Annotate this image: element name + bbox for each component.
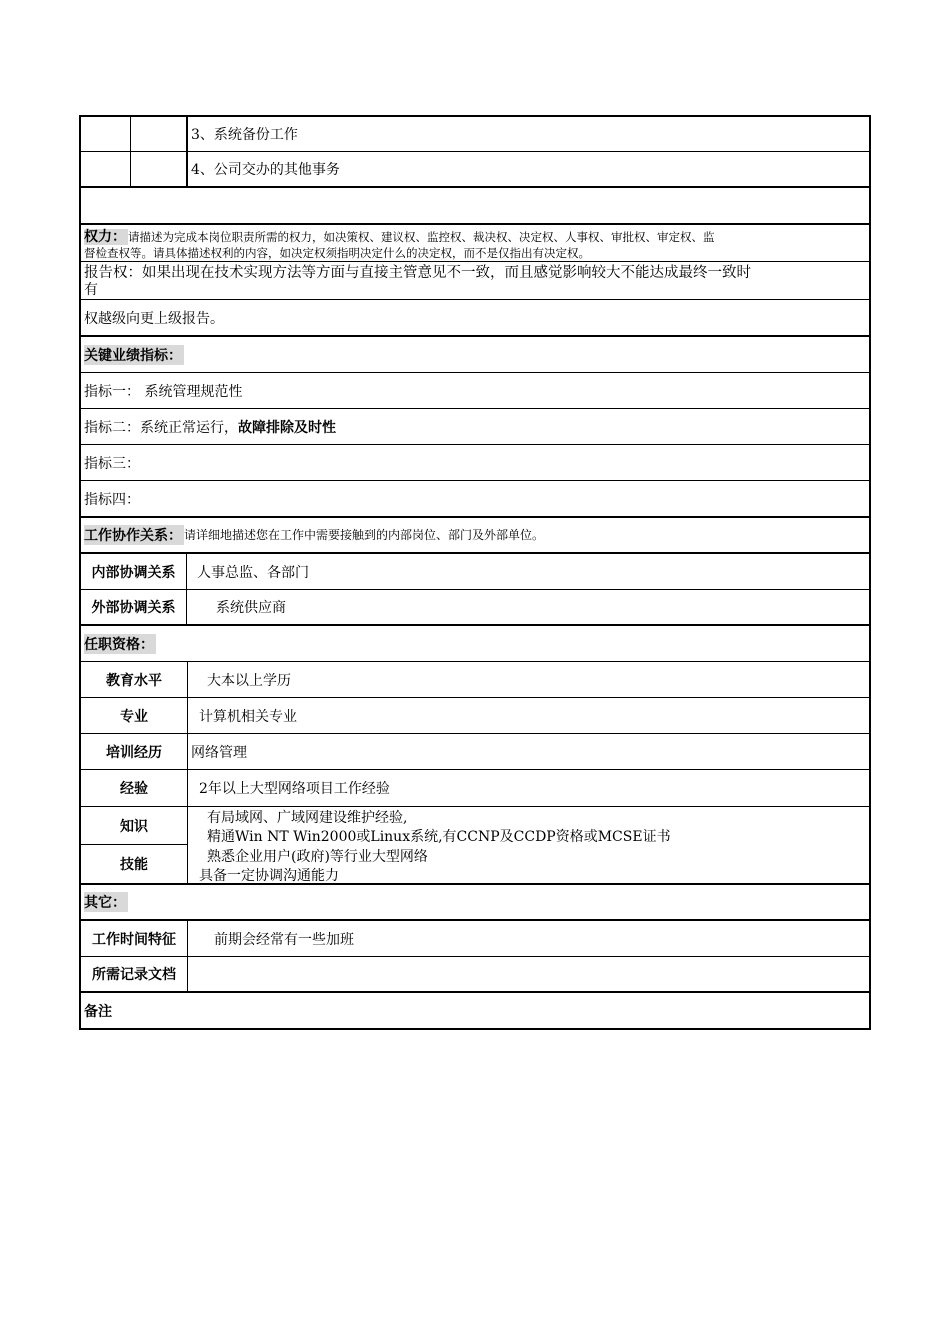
remarks-row — [79, 993, 871, 1030]
experience-label: 经验 — [120, 781, 148, 797]
external-coordination-row — [79, 590, 871, 626]
worktime-row — [79, 921, 871, 957]
major-value: 计算机相关专业 — [199, 708, 297, 725]
worktime-label: 工作时间特征 — [92, 931, 176, 948]
internal-coordination-value: 人事总监、各部门 — [197, 564, 309, 581]
training-row — [79, 734, 871, 770]
internal-coordination-row — [79, 554, 871, 590]
kpi-heading: 关键业绩指标： — [84, 345, 184, 365]
training-value: 网络管理 — [191, 744, 247, 761]
skill-line-2: 具备一定协调沟通能力 — [199, 868, 339, 884]
skill-label: 技能 — [120, 857, 148, 873]
kpi-1: 指标一： 系统管理规范性 — [84, 383, 243, 400]
duty-item-3: 3、系统备份工作 — [191, 127, 298, 143]
cooperation-section — [79, 518, 871, 554]
report-line-1: 报告权：如果出现在技术实现方法等方面与直接主管意见不一致，而且感觉影响较大不能达成最终一致时 — [84, 265, 751, 281]
kpi-row-4 — [79, 481, 871, 518]
power-instruction-2: 督检查权等。请具体描述权利的内容，如决定权须指明决定什么的决定权，而不是仅指出有决定权。 — [84, 246, 590, 260]
power-section — [79, 225, 871, 262]
cooperation-heading: 工作协作关系： — [84, 525, 184, 545]
internal-coordination-label: 内部协调关系 — [91, 564, 176, 581]
training-label: 培训经历 — [106, 744, 162, 761]
experience-row — [79, 770, 871, 807]
duty-row-4 — [79, 152, 871, 188]
remarks-label: 备注 — [84, 1003, 112, 1020]
knowledge-line-1: 有局域网、广域网建设维护经验, — [207, 810, 408, 826]
external-coordination-label: 外部协调关系 — [91, 600, 176, 616]
blank-row — [79, 188, 871, 225]
report-right-row — [79, 262, 871, 300]
docs-label: 所需记录文档 — [92, 967, 176, 983]
skill-line-1: 熟悉企业用户(政府)等行业大型网络 — [207, 849, 428, 865]
qualification-section — [79, 626, 871, 662]
kpi-2-prefix: 指标二：系统正常运行， — [84, 419, 238, 436]
kpi-row-2 — [79, 409, 871, 445]
other-heading: 其它： — [84, 892, 128, 912]
report-line-3: 权越级向更上级报告。 — [84, 310, 224, 327]
kpi-section — [79, 337, 871, 373]
kpi-2-bold: 故障排除及时性 — [238, 419, 336, 436]
duty-row-3 — [79, 115, 871, 152]
duty-item-4: 4、公司交办的其他事务 — [191, 162, 340, 178]
docs-row — [79, 957, 871, 993]
report-line-2: 有 — [84, 282, 98, 298]
external-coordination-value: 系统供应商 — [216, 600, 286, 616]
kpi-row-1 — [79, 373, 871, 409]
major-label: 专业 — [120, 708, 148, 725]
education-value: 大本以上学历 — [207, 672, 291, 689]
cooperation-instruction: 请详细地描述您在工作中需要接触到的内部岗位、部门及外部单位。 — [184, 527, 545, 542]
kpi-4: 指标四： — [84, 491, 140, 508]
education-label: 教育水平 — [106, 672, 162, 689]
major-row — [79, 698, 871, 734]
power-heading: 权力： — [84, 229, 126, 245]
knowledge-label: 知识 — [120, 818, 148, 835]
worktime-value: 前期会经常有一些加班 — [214, 931, 354, 948]
other-section — [79, 885, 871, 921]
qualification-heading: 任职资格： — [84, 634, 156, 654]
experience-value: 2年以上大型网络项目工作经验 — [199, 781, 390, 797]
job-description-table — [79, 115, 871, 1030]
kpi-row-3 — [79, 445, 871, 481]
knowledge-line-2: 精通Win NT Win2000或Linux系统,有CCNP及CCDP资格或MCSE证书 — [207, 829, 671, 845]
report-right-row-2 — [79, 300, 871, 337]
kpi-3: 指标三： — [84, 455, 140, 472]
power-instruction-1: 请描述为完成本岗位职责所需的权力，如决策权、建议权、监控权、裁决权、决定权、人事权、审批权、审定权、监 — [128, 230, 715, 244]
education-row — [79, 662, 871, 698]
knowledge-skill-row — [79, 807, 871, 885]
